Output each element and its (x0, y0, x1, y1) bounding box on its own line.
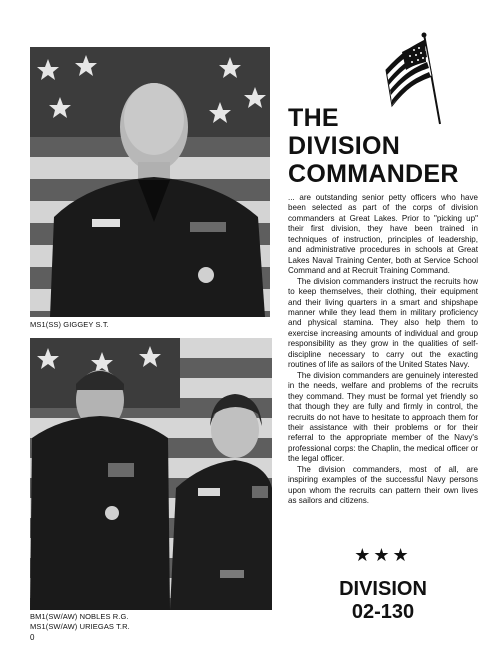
body-text (288, 193, 478, 507)
title-line: THE (288, 104, 339, 132)
title-line: DIVISION (288, 132, 401, 160)
portrait-photo-giggey (30, 47, 270, 317)
body-paragraph: The division commanders are genuinely interested in the needs, welfare and problems of the recruits they command. They must be formal yet friendly so that though they are fully and firmly in control, the recruits do not have to hesitate to approach them for their assistance with their problems or for their referral to the appropriate member of the Navy's professional corps: the Chaplin, the medical officer or the legal officer. (288, 370, 478, 464)
caption-uriegas: MS1(SW/AW) URIEGAS T.R. (30, 622, 130, 631)
portrait-image (30, 338, 272, 610)
caption-giggey: MS1(SS) GIGGEY S.T. (30, 320, 109, 329)
page-title (288, 104, 488, 188)
portrait-image (30, 47, 270, 317)
portrait-photo-nobles-uriegas (30, 338, 272, 610)
title-line: COMMANDER (288, 160, 459, 188)
star-icon: ★★★ (354, 545, 412, 565)
division-number: 02-130 (351, 601, 415, 623)
page-number: 0 (30, 633, 35, 642)
body-paragraph: The division commanders instruct the recruits how to keep themselves, their clothing, their equipment and their living quarters in a smart and shipshape manner while they lead them in military proficiency and physical stamina. They also help them to exercise increasing amounts of individual and group responsibility as they grow in the qualities of self-discipline necessary to carry out the exacting routines of life as sailors of the United States Navy. (288, 276, 478, 370)
caption-nobles: BM1(SW/AW) NOBLES R.G. (30, 612, 129, 621)
body-paragraph: ... are outstanding senior petty officers who have been selected as part of the corps of division commanders at Great Lakes. Prior to "picking up" their first division, they have been trained in techniques of instruction, principles of leadership, and administrative procedures in schools at Great Lakes Naval Training Center, both at Service School Command and at Recruit Training Command. (288, 193, 478, 276)
division-label: DIVISION (339, 578, 427, 600)
body-paragraph: The division commanders, most of all, are inspiring examples of the successful Navy persons upon whom the recruits can pattern their own lives as sailors and citizens. (288, 464, 478, 506)
